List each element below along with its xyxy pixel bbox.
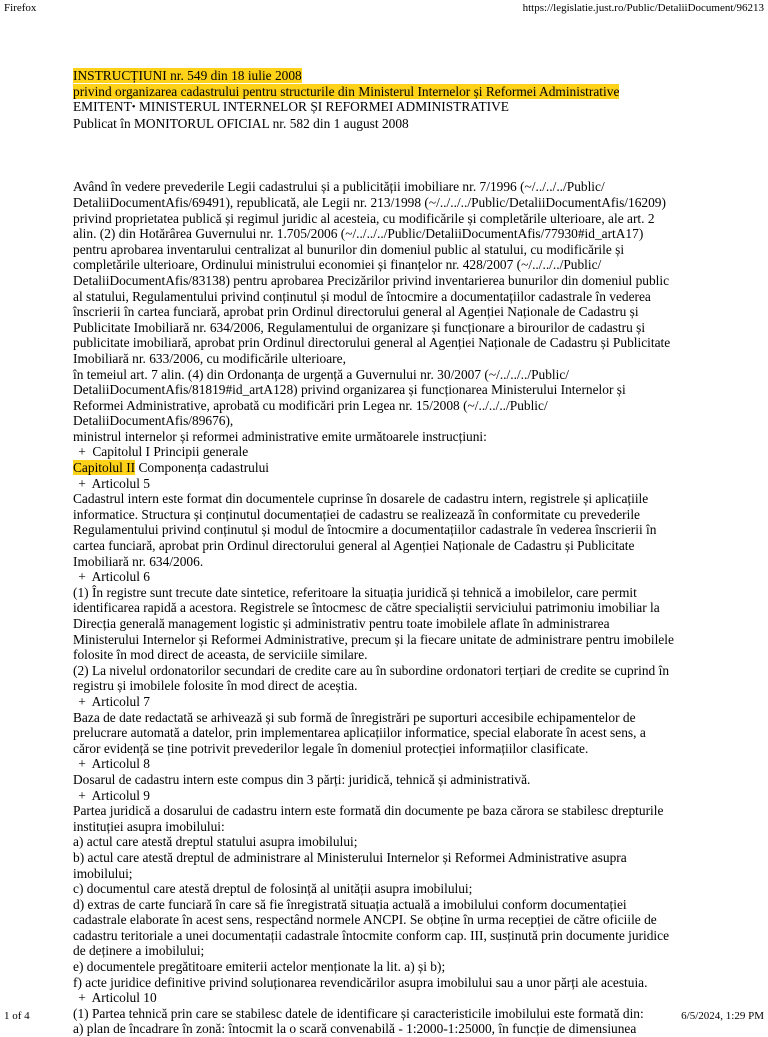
emitent-label: EMITENT (73, 99, 132, 115)
preamble-line: publicitate imobiliară, aprobat prin Ordinul directorului general al Agenției Naționale de Cadastru și Publicitate (73, 335, 671, 351)
expand-plus-icon[interactable]: + (78, 444, 86, 460)
article-10-text: a) plan de încadrare în zonă: întocmit la o scară convenabilă - 1:2000-1:25000, în funcție de dimensiunea (73, 1021, 637, 1037)
article-5-text: Imobiliară nr. 634/2006. (73, 553, 204, 569)
emitent-line (73, 99, 693, 116)
page-indicator: 1 of 4 (4, 1010, 30, 1022)
article-heading: Articolul 9 (91, 787, 150, 803)
article-9-text: c) documentul care atestă dreptul de folosință al unității asupra imobilului; (73, 881, 473, 897)
article-9-text: instituției asupra imobilului: (73, 818, 225, 834)
article-9-text: de deținere a imobilului; (73, 943, 205, 959)
preamble-line: DetaliiDocumentAfis/81819#id_artA128) privind organizarea și funcționarea Ministerului Internelor și (73, 382, 626, 398)
article-9-text: Partea juridică a dosarului de cadastru intern este formată din documente pe baza cărora se stabilesc drepturile (73, 803, 664, 819)
article-9-text: d) extras de carte funciară în care să fie înregistrată situația actuală a imobilului conform documentației (73, 896, 627, 912)
preamble-line: Având în vedere prevederile Legii cadastrului și a publicității imobiliare nr. 7/1996 (~/../../../Public/ (73, 179, 605, 195)
browser-app-name: Firefox (4, 2, 37, 14)
preamble-line: DetaliiDocumentAfis/83138) pentru aprobarea Precizărilor privind inventarierea bunurilor din domeniul public (73, 272, 670, 288)
chapter-2-label: Capitolul II (73, 460, 136, 476)
preamble-line: Imobiliară nr. 633/2006, cu modificările ulterioare, (73, 350, 346, 366)
chapter-1-toggle[interactable] (73, 444, 693, 460)
article-6-text: registru și imobilele folosite în mod direct de aceștia. (73, 678, 358, 694)
expand-plus-icon[interactable]: + (78, 990, 86, 1006)
article-7-text: Baza de date redactată se arhivează și sub formă de înregistrări pe suporturi accesibile echipamentelor de (73, 709, 636, 725)
emitent-value: MINISTERUL INTERNELOR ȘI REFORMEI ADMINISTRATIVE (138, 99, 509, 115)
article-9-text: e) documentele pregătitoare emiterii actelor menționate la lit. a) și b); (73, 959, 446, 975)
preamble-line: DetaliiDocumentAfis/69491), republicată, ale Legii nr. 213/1998 (~/../../../Public/DetaliiDocumentAfis/16209) (73, 194, 666, 210)
preamble-line: ministrul internelor și reformei administrative emite următoarele instrucțiuni: (73, 428, 487, 444)
preamble-line: completările ulterioare, Ordinului ministrului economiei și finanțelor nr. 428/2007 (~/../../../Public/ (73, 257, 602, 273)
title-line-1: INSTRUCȚIUNI nr. 549 din 18 iulie 2008 (73, 68, 302, 83)
article-6-text: (1) În registre sunt trecute date sintetice, referitoare la situația juridică și tehnică a imobilelor, care permit (73, 584, 637, 600)
article-10-text: (1) Partea tehnică prin care se stabilesc datele de identificare și caracteristicile imobilului este formată din: (73, 1005, 644, 1021)
chapter-2-name: Componența cadastrului (135, 460, 269, 476)
preamble-line: Publicitate Imobiliară nr. 634/2006, Regulamentului de organizare și funcționare a birourilor de cadastru și (73, 319, 646, 335)
publicat-line: Publicat în MONITORUL OFICIAL nr. 582 din 1 august 2008 (73, 115, 409, 131)
article-5-text: Regulamentului privind conținutul și modul de întocmire a documentațiilor cadastrale în vederea înscrierii în (73, 522, 657, 538)
article-heading: Articolul 5 (91, 475, 150, 491)
article-5-text: Cadastrul intern este format din documentele cuprinse în dosarele de cadastru intern, registrele și aplicațiile (73, 491, 649, 507)
article-6-text: Ministerului Internelor și Reformei Administrative, precum și la fiecare unitate de administrare pentru imobilele (73, 631, 674, 647)
article-10-toggle[interactable] (73, 990, 693, 1006)
article-6-text: (2) La nivelul ordonatorilor secundari de credite care au în subordine ordonatori terțiari de credite se cuprind în (73, 662, 670, 678)
article-6-toggle[interactable] (73, 569, 693, 585)
article-heading: Articolul 6 (91, 569, 150, 585)
preamble-line: pentru aprobarea inventarului centralizat al bunurilor din domeniul public al statului, cu modificările și (73, 241, 625, 257)
article-7-toggle[interactable] (73, 694, 693, 710)
article-8-text: Dosarul de cadastru intern este compus din 3 părți: juridică, tehnică și administrativă. (73, 771, 531, 787)
document-body (73, 68, 693, 1037)
article-6-text: identificarea rapidă a acestora. Registrele se întocmesc de către specialiștii serviciului patrimoniu imobiliar la (73, 600, 660, 616)
preamble-line: privind proprietatea publică și regimul juridic al acesteia, cu modificările și completările ulterioare, ale art. 2 (73, 210, 655, 226)
article-heading: Articolul 10 (91, 990, 157, 1006)
title-line-2: privind organizarea cadastrului pentru structurile din Ministerul Internelor și Reformei Administrative (73, 83, 620, 99)
article-7-text: prelucrare automată a datelor, prin implementarea aplicațiilor informatice, special elaborate în acest sens, a (73, 725, 646, 741)
article-9-text: a) actul care atestă dreptul statului asupra imobilului; (73, 834, 358, 850)
article-7-text: căror evidență se ține potrivit prevederilor legale în domeniul protecției informațiilor clasificate. (73, 740, 589, 756)
expand-plus-icon[interactable]: + (78, 756, 86, 772)
expand-plus-icon[interactable]: + (78, 693, 86, 709)
expand-plus-icon[interactable]: + (78, 475, 86, 491)
article-heading: Articolul 8 (91, 756, 150, 772)
article-9-text: cadastrale elaborate în acest sens, respectând normele ANCPI. Se obține în urma recepției de către oficiile de (73, 912, 657, 928)
preamble-line: alin. (2) din Hotărârea Guvernului nr. 1.705/2006 (~/../../../Public/DetaliiDocumentAfis/77930#id_artA17) (73, 226, 644, 242)
article-8-toggle[interactable] (73, 756, 693, 772)
preamble (73, 179, 693, 444)
preamble-line: Reformei Administrative, aprobată cu modificări prin Legea nr. 15/2008 (~/../../../Public/ (73, 397, 548, 413)
article-6-text: Direcția generală management logistic și administrativ pentru toate imobilele aflate în administrarea (73, 616, 610, 631)
article-9-text: b) actul care atestă dreptul de administrare al Ministerului Internelor și Reformei Administrative asupra (73, 849, 627, 865)
article-9-text: f) acte juridice definitive privind soluționarea revendicărilor asupra imobilului sau a unor părți ale acestuia. (73, 974, 648, 990)
article-6-text: folosite în mod direct de aceasta, de serviciile similare. (73, 647, 368, 663)
chapter-1-title: Capitolul I Principii generale (92, 444, 249, 460)
bullet-icon: • (131, 101, 136, 114)
page-url[interactable]: https://legislatie.just.ro/Public/DetaliiDocument/96213 (522, 2, 764, 14)
preamble-line: DetaliiDocumentAfis/89676), (73, 413, 234, 429)
expand-plus-icon[interactable]: + (78, 787, 86, 803)
article-5-toggle[interactable] (73, 476, 693, 492)
chapter-2-title (73, 460, 693, 476)
preamble-line: înscrierii în cartea funciară, aprobat prin Ordinul directorului general al Agenției Naționale de Cadastru și (73, 304, 639, 320)
article-5-text: cartea funciară, aprobat prin Ordinul directorului general al Agenției Naționale de Cadastru și Publicitate (73, 538, 635, 554)
article-9-toggle[interactable] (73, 788, 693, 804)
spacer (73, 131, 693, 179)
preamble-line: al statului, Regulamentului privind conținutul și modul de întocmire a documentațiilor cadastrale în vederea (73, 288, 651, 304)
article-heading: Articolul 7 (91, 693, 150, 709)
print-datetime: 6/5/2024, 1:29 PM (681, 1010, 764, 1022)
preamble-line: în temeiul art. 7 alin. (4) din Ordonanța de urgență a Guvernului nr. 30/2007 (~/../../../Public/ (73, 366, 570, 382)
article-5-text: informatice. Structura și conținutul documentației de cadastru se realizează în conformitate cu prevederile (73, 506, 640, 522)
expand-plus-icon[interactable]: + (78, 569, 86, 585)
article-9-text: cadastru teritoriale a unei documentații cadastrale întocmite conform cap. III, susținută prin documente juridice (73, 927, 670, 943)
article-9-text: imobilului; (73, 865, 133, 881)
